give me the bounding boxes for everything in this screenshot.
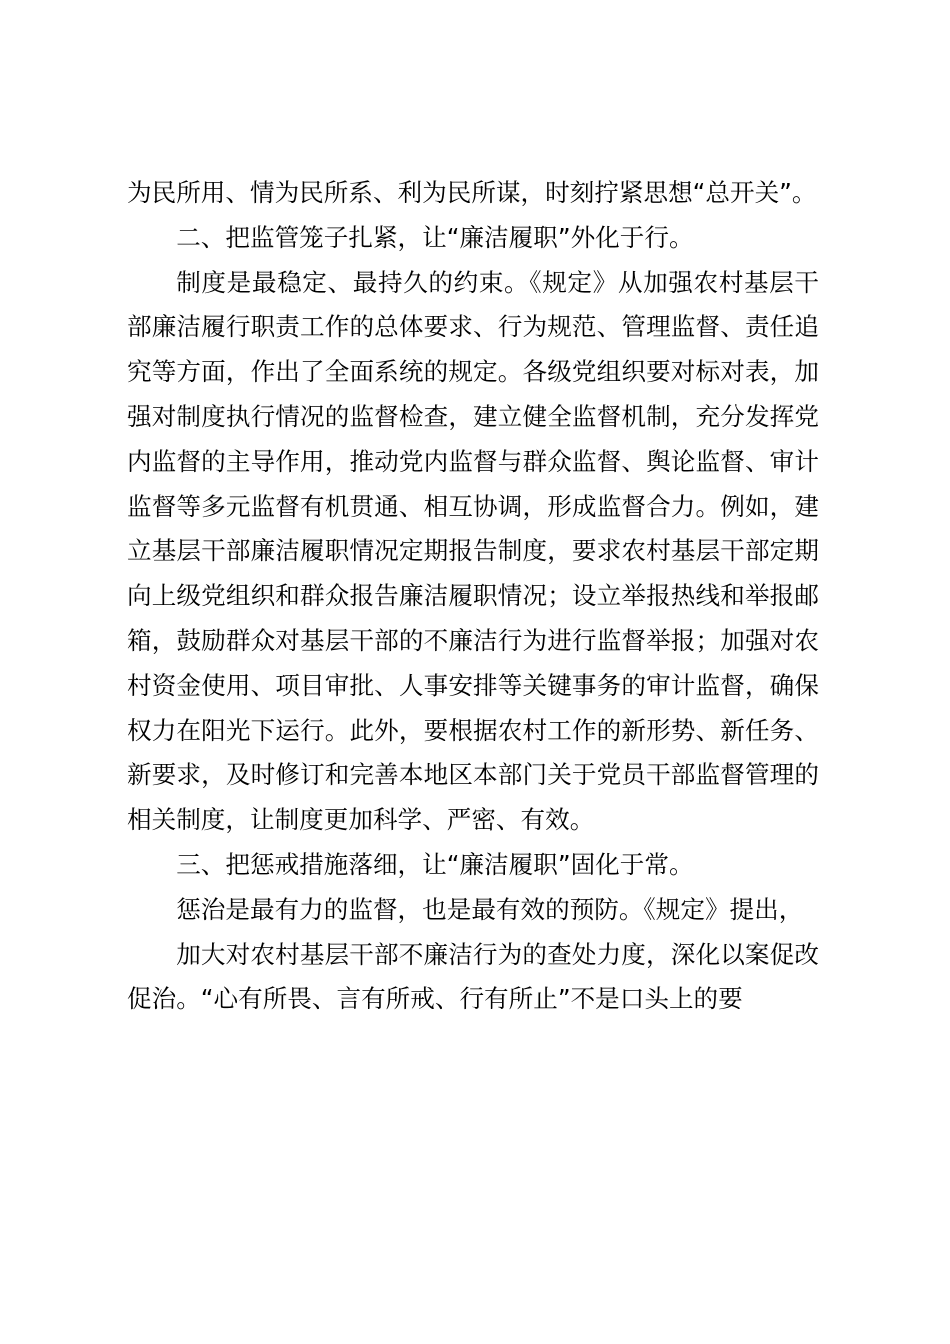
paragraph-punishment-intro: 惩治是最有力的监督，也是最有效的预防。《规定》提出，: [176, 894, 804, 924]
paragraph-supervision-system: 制度是最稳定、最持久的约束。《规定》从加强农村基层干部廉洁履行职责工作的总体要求、行为规范、管理监督、责任追究等方面，作出了全面系统的规定。各级党组织要对标对表，加强对制度执行情况的监督检查，建立健全监督机制，充分发挥党内监督的主导作用，推动党内监督与群众监督、舆论监督、审计监督等多元监督有机贯通、相互协调，形成监督合力。例如，建立基层干部廉洁履职情况定期报告制度，要求农村基层干部定期向上级党组织和群众报告廉洁履职情况；设立举报热线和举报邮箱，鼓励群众对基层干部的不廉洁行为进行监督举报；加强对农村资金使用、项目审批、人事安排等关键事务的审计监督，确保权力在阳光下运行。此外，要根据农村工作的新形势、新任务、新要求，及时修订和完善本地区本部门关于党员干部监督管理的相关制度，让制度更加科学、严密、有效。: [127, 267, 819, 835]
section-heading-3: 三、把惩戒措施落细，让“廉洁履职”固化于常。: [176, 849, 694, 879]
paragraph-punishment-detail: 加大对农村基层干部不廉洁行为的查处力度，深化以案促改促治。“心有所畏、言有所戒、行有所止”不是口头上的要: [127, 939, 819, 1014]
paragraph-continuation: 为民所用、情为民所系、利为民所谋，时刻拧紧思想“总开关”。: [127, 178, 817, 207]
document-body: [127, 171, 819, 1022]
section-heading-2: 二、把监管笼子扎紧，让“廉洁履职”外化于行。: [176, 222, 694, 252]
